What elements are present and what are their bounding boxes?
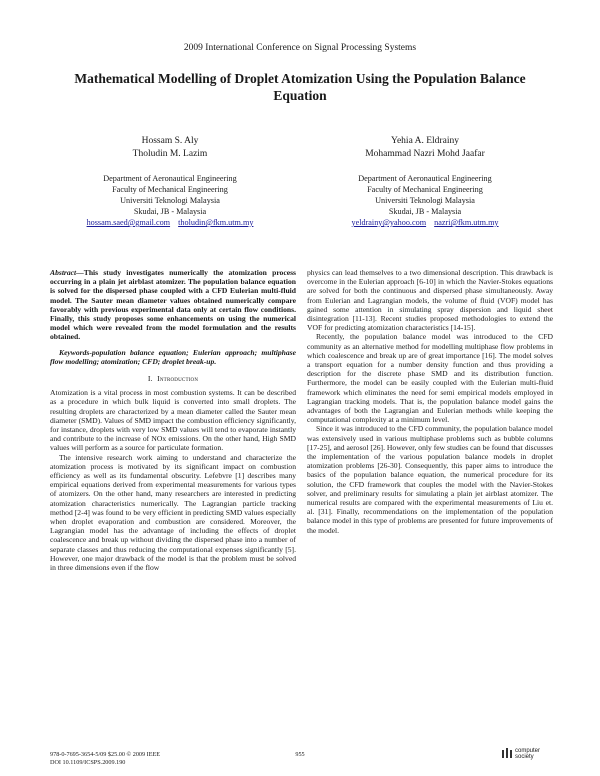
author-email-link[interactable]: tholudin@fkm.utm.my: [178, 218, 254, 227]
abstract-text: —This study investigates numerically the atomization process occurring in a plain jet airblast atomizer. The population balance equation is solved for the dispersed phase coupled with a CFD Eulerian multi-fluid model. The Sauter mean diameter values obtained numerically compare favorably with previous experimental data only at certain flow conditions. Finally, this study proposes some enhancements on using the numerical model which were revealed from the model formulation and the results obtained.: [50, 268, 296, 342]
logo-text: [515, 748, 540, 760]
ieee-computer-society-logo: [500, 745, 550, 767]
doi-line: DOI 10.1109/ICSPS.2009.190: [50, 759, 126, 766]
abstract: [50, 268, 296, 342]
affiliation-line: Universiti Teknologi Malaysia: [120, 196, 220, 205]
author-email-link[interactable]: yeldrainy@yahoo.com: [351, 218, 427, 227]
footer-left: [50, 751, 250, 767]
body-paragraph: Since it was introduced to the CFD community, the population balance model was extensively used in various multiphase problems such as bubble columns [17-25], and aerosol [26]. However, only few studies can be found that discusses the implementation of the various population balance models in droplet atomization problems [26-30]. Consequently, this paper aims to introduce the basics of the population balance equation, the numerical procedure for its solution, the CFD framework that couples the model with the Navier-Stokes solver, and preliminary results for simulating a plain jet airblast atomizer. The numerical results are compared with the experimental measurements of Liu et. al. [31]. Finally, recommendations on the implementation of the population balance model in this type of problems are presented for future improvements of the model.: [307, 424, 553, 535]
author-name: Yehia A. Eldrainy: [391, 136, 459, 146]
affiliation-line: Department of Aeronautical Engineering: [358, 174, 492, 183]
affiliation-line: Skudai, JB - Malaysia: [388, 207, 462, 216]
keywords: Keywords-population balance equation; Eulerian approach; multiphase flow modelling; atomization; CFD; droplet break-up.: [50, 347, 296, 366]
body-paragraph: Recently, the population balance model was introduced to the CFD community as an alternative method for modelling multiphase flow problems in which coalescence and break up are of great importance [16]. The model solves a transport equation for a number density function and thus providing a description for the discrete phase SMD and its distribution function. Furthermore, the model can be easily coupled with the Eulerian multi-fluid framework which eliminates the need for semi empirical models employed in Lagrangian tracking models. That is, the population balance model gains the advantages of both the Lagrangian and Eulerian methods while keeping the computational complexity at a minimum level.: [307, 332, 553, 425]
affiliation-line: Faculty of Mechanical Engineering: [112, 185, 228, 194]
affiliation-line: Faculty of Mechanical Engineering: [367, 185, 483, 194]
author-email-link[interactable]: nazri@fkm.utm.my: [434, 218, 499, 227]
page-number: 955: [295, 751, 305, 758]
author-block-left: [50, 135, 290, 228]
body-paragraph: The intensive research work aiming to understand and characterize the atomization process is motivated by its significant impact on combustion efficiency as well as its fundamental obscurity. Lefebvre [1] describes many empirical equations derived from experimental measurements for various types of atomizers. On the other hand, many researchers are interested in predicting atomization characteristics numerically. The Lagrangian particle tracking method [2-4] was found to be very efficient in predicting SMD values especially when droplet evaporation and combustion are considered. Moreover, the Lagrangian model has the advantage of including the effects of droplet coalescence and break up without dividing the dispersed phase into a number of separate classes and thus reducing the computational expenses significantly [5]. However, one major drawback of the model is that the problem must be solved in three dimensions even if the flow: [50, 452, 296, 573]
section-heading: [50, 374, 296, 383]
abstract-label: Abstract: [50, 268, 77, 277]
body-paragraph: physics can lead themselves to a two dimensional description. This drawback is overcome in the Eulerian approach [6-10] in which the Navier-Stokes equations are solved for both the continuous and dispersed phase simultaneously. Away from Eulerian and Lagrangian models, the volume of fluid (VOF) model has gained some attention in simulating spray dispersion and liquid sheet disintegration [11-13]. Recent studies proposed methodologies to extend the VOF for predicting atomization characteristics [14-15].: [307, 268, 553, 333]
author-name: Hossam S. Aly: [141, 136, 199, 146]
author-name: Tholudin M. Lazim: [132, 149, 208, 159]
right-column: [307, 268, 553, 535]
section-title: Introduction: [157, 374, 199, 384]
left-column: [50, 268, 296, 572]
body-paragraph: Atomization is a vital process in most combustion systems. It can be described as a procedure in which bulk liquid is converted into small droplets. The resulting droplets are characterized by a mean diameter called the Sauter mean diameter (SMD). Values of SMD impact the combustion efficiency significantly, for instance, droplets with very low SMD values will tend to evaporate instantly and contribute to the increase of NOx emissions. On the other hand, High SMD values will perform as a source for particulate formation.: [50, 388, 296, 453]
affiliation-line: Department of Aeronautical Engineering: [103, 174, 237, 183]
conference-header: 2009 International Conference on Signal Processing Systems: [183, 43, 417, 53]
paper-title: Mathematical Modelling of Droplet Atomization Using the Population Balance Equation: [74, 71, 526, 103]
logo-word: computer: [515, 748, 541, 754]
author-block-right: [305, 135, 545, 228]
section-number: I.: [147, 374, 153, 384]
affiliation-line: Skudai, JB - Malaysia: [133, 207, 207, 216]
logo-word: society: [515, 754, 534, 760]
affiliation-line: Universiti Teknologi Malaysia: [375, 196, 475, 205]
copyright-line: 978-0-7695-3654-5/09 $25.00 © 2009 IEEE: [50, 751, 161, 758]
author-email-link[interactable]: hossam.saed@gmail.com: [86, 218, 171, 227]
logo-mark-icon: [500, 747, 514, 761]
author-name: Mohammad Nazri Mohd Jaafar: [365, 149, 485, 159]
